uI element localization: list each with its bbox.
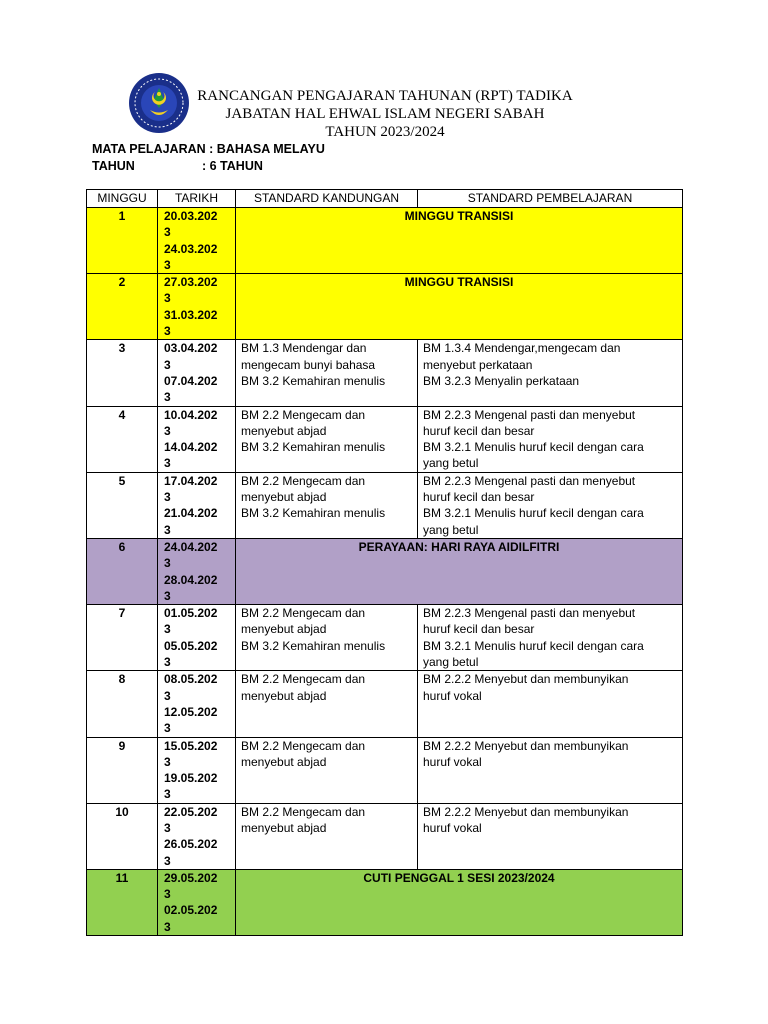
learning-standard-cell: BM 2.2.3 Mengenal pasti dan menyebut huruf kecil dan besar BM 3.2.1 Menulis huruf kecil dengan cara yang betul [418, 406, 683, 472]
date-cell: 08.05.202 3 12.05.202 3 [158, 671, 236, 737]
content-standard-cell: BM 2.2 Mengecam dan menyebut abjad [236, 671, 418, 737]
table-row [87, 406, 683, 472]
col-date-header: TARIKH [158, 190, 236, 208]
document-title: RANCANGAN PENGAJARAN TAHUNAN (RPT) TADIKA [197, 88, 573, 104]
table-row [87, 538, 683, 604]
date-cell: 29.05.202 3 02.05.202 3 [158, 869, 236, 935]
week-cell: 8 [87, 671, 158, 737]
academic-year: TAHUN 2023/2024 [325, 124, 445, 140]
subject-line: MATA PELAJARAN : BAHASA MELAYU [92, 142, 325, 156]
merged-note-cell: MINGGU TRANSISI [236, 274, 683, 340]
date-cell: 22.05.202 3 26.05.202 3 [158, 803, 236, 869]
learning-standard-cell: BM 2.2.2 Menyebut dan membunyikan huruf vokal [418, 803, 683, 869]
date-cell: 01.05.202 3 05.05.202 3 [158, 605, 236, 671]
table-row [87, 472, 683, 538]
department-name: JABATAN HAL EHWAL ISLAM NEGERI SABAH [225, 106, 545, 122]
table-row [87, 737, 683, 803]
content-standard-cell: BM 2.2 Mengecam dan menyebut abjad BM 3.2 Kemahiran menulis [236, 472, 418, 538]
week-cell: 6 [87, 538, 158, 604]
week-cell: 3 [87, 340, 158, 406]
week-cell: 9 [87, 737, 158, 803]
year-value: : 6 TAHUN [202, 159, 263, 173]
merged-note-cell: CUTI PENGGAL 1 SESI 2023/2024 [236, 869, 683, 935]
learning-standard-cell: BM 2.2.2 Menyebut dan membunyikan huruf vokal [418, 671, 683, 737]
content-standard-cell: BM 2.2 Mengecam dan menyebut abjad BM 3.2 Kemahiran menulis [236, 605, 418, 671]
date-cell: 17.04.202 3 21.04.202 3 [158, 472, 236, 538]
content-standard-cell: BM 2.2 Mengecam dan menyebut abjad [236, 737, 418, 803]
table-row [87, 671, 683, 737]
date-cell: 15.05.202 3 19.05.202 3 [158, 737, 236, 803]
week-cell: 2 [87, 274, 158, 340]
content-standard-cell: BM 2.2 Mengecam dan menyebut abjad BM 3.2 Kemahiran menulis [236, 406, 418, 472]
content-standard-cell: BM 1.3 Mendengar dan mengecam bunyi bahasa BM 3.2 Kemahiran menulis [236, 340, 418, 406]
col-week-header: MINGGU [87, 190, 158, 208]
date-cell: 24.04.202 3 28.04.202 3 [158, 538, 236, 604]
table-row [87, 605, 683, 671]
table-row [87, 869, 683, 935]
jheains-emblem-icon [128, 72, 190, 134]
learning-standard-cell: BM 2.2.3 Mengenal pasti dan menyebut huruf kecil dan besar BM 3.2.1 Menulis huruf kecil dengan cara yang betul [418, 605, 683, 671]
merged-note-cell: MINGGU TRANSISI [236, 208, 683, 274]
content-standard-cell: BM 2.2 Mengecam dan menyebut abjad [236, 803, 418, 869]
week-cell: 10 [87, 803, 158, 869]
date-cell: 10.04.202 3 14.04.202 3 [158, 406, 236, 472]
date-cell: 27.03.202 3 31.03.202 3 [158, 274, 236, 340]
year-key: TAHUN [92, 159, 135, 173]
merged-note-cell: PERAYAAN: HARI RAYA AIDILFITRI [236, 538, 683, 604]
learning-standard-cell: BM 1.3.4 Mendengar,mengecam dan menyebut perkataan BM 3.2.3 Menyalin perkataan [418, 340, 683, 406]
table-row [87, 803, 683, 869]
week-cell: 5 [87, 472, 158, 538]
learning-standard-cell: BM 2.2.2 Menyebut dan membunyikan huruf vokal [418, 737, 683, 803]
col-content-standard-header: STANDARD KANDUNGAN [236, 190, 418, 208]
date-cell: 20.03.202 3 24.03.202 3 [158, 208, 236, 274]
table-row [87, 208, 683, 274]
table-row [87, 340, 683, 406]
table-row [87, 274, 683, 340]
week-cell: 4 [87, 406, 158, 472]
date-cell: 03.04.202 3 07.04.202 3 [158, 340, 236, 406]
week-cell: 11 [87, 869, 158, 935]
year-line [92, 159, 263, 173]
col-learning-standard-header: STANDARD PEMBELAJARAN [418, 190, 683, 208]
learning-standard-cell: BM 2.2.3 Mengenal pasti dan menyebut huruf kecil dan besar BM 3.2.1 Menulis huruf kecil dengan cara yang betul [418, 472, 683, 538]
plan-table [86, 189, 683, 936]
week-cell: 7 [87, 605, 158, 671]
week-cell: 1 [87, 208, 158, 274]
table-header-row [87, 190, 683, 208]
